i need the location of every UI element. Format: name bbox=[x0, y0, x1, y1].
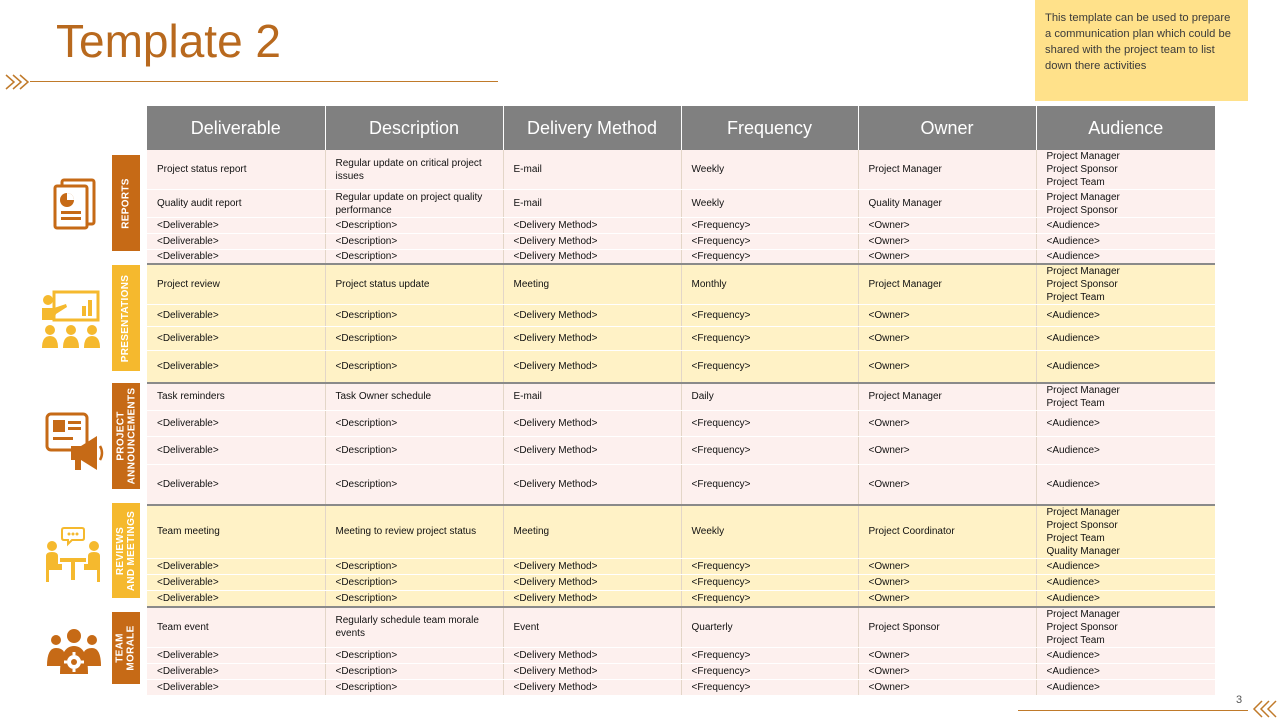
table-cell: <Owner> bbox=[858, 559, 1036, 575]
table-cell: Quality Manager bbox=[858, 190, 1036, 218]
table-cell: <Frequency> bbox=[681, 305, 858, 327]
table-cell: <Description> bbox=[325, 250, 503, 265]
table-cell: <Owner> bbox=[858, 647, 1036, 663]
table-cell: <Frequency> bbox=[681, 250, 858, 265]
table-cell: Project Coordinator bbox=[858, 505, 1036, 559]
table-cell: <Delivery Method> bbox=[503, 327, 681, 351]
table-cell: <Audience> bbox=[1036, 575, 1215, 591]
table-cell: <Audience> bbox=[1036, 234, 1215, 250]
table-cell: <Deliverable> bbox=[147, 679, 325, 695]
category-tab-team-morale bbox=[112, 612, 140, 684]
table-cell: <Description> bbox=[325, 575, 503, 591]
table-cell: <Audience> bbox=[1036, 305, 1215, 327]
table-cell: <Audience> bbox=[1036, 591, 1215, 607]
category-label: REPORTS bbox=[120, 177, 132, 229]
table-row bbox=[147, 411, 1215, 437]
table-cell: <Description> bbox=[325, 647, 503, 663]
table-cell: <Description> bbox=[325, 591, 503, 607]
table-cell: Weekly bbox=[681, 505, 858, 559]
table-row bbox=[147, 559, 1215, 575]
table-cell: <Frequency> bbox=[681, 575, 858, 591]
table-cell: <Frequency> bbox=[681, 411, 858, 437]
table-cell: <Deliverable> bbox=[147, 234, 325, 250]
table-row bbox=[147, 575, 1215, 591]
table-cell: <Audience> bbox=[1036, 218, 1215, 234]
table-cell: Project review bbox=[147, 264, 325, 305]
table-cell: <Frequency> bbox=[681, 327, 858, 351]
table-cell: Project Manager bbox=[858, 383, 1036, 411]
table-cell: <Delivery Method> bbox=[503, 351, 681, 383]
table-cell: <Description> bbox=[325, 437, 503, 465]
table-cell: <Owner> bbox=[858, 234, 1036, 250]
table-cell: <Audience> bbox=[1036, 663, 1215, 679]
table-cell: <Description> bbox=[325, 305, 503, 327]
table-cell: <Delivery Method> bbox=[503, 575, 681, 591]
table-cell: Monthly bbox=[681, 264, 858, 305]
column-header: Delivery Method bbox=[503, 106, 681, 150]
table-cell: <Delivery Method> bbox=[503, 559, 681, 575]
table-cell: Project Manager Project Sponsor Project Team bbox=[1036, 264, 1215, 305]
table-cell: Regular update on critical project issues bbox=[325, 150, 503, 190]
table-cell: Project Sponsor bbox=[858, 607, 1036, 648]
table-cell: <Deliverable> bbox=[147, 411, 325, 437]
column-header: Frequency bbox=[681, 106, 858, 150]
table-cell: <Owner> bbox=[858, 250, 1036, 265]
table-cell: <Owner> bbox=[858, 591, 1036, 607]
table-cell: Daily bbox=[681, 383, 858, 411]
table-cell: <Deliverable> bbox=[147, 305, 325, 327]
table-row bbox=[147, 663, 1215, 679]
table-row bbox=[147, 351, 1215, 383]
table-cell: <Audience> bbox=[1036, 437, 1215, 465]
column-header: Description bbox=[325, 106, 503, 150]
table-cell: <Description> bbox=[325, 679, 503, 695]
table-row bbox=[147, 250, 1215, 265]
table-row bbox=[147, 505, 1215, 559]
table-row bbox=[147, 465, 1215, 505]
table-cell: Quality audit report bbox=[147, 190, 325, 218]
table-cell: <Frequency> bbox=[681, 234, 858, 250]
column-header: Owner bbox=[858, 106, 1036, 150]
table-cell: <Owner> bbox=[858, 351, 1036, 383]
presentation-icon bbox=[40, 290, 102, 350]
communication-plan-table bbox=[147, 106, 1215, 696]
table-cell: Project Manager Project Sponsor Project Team bbox=[1036, 150, 1215, 190]
table-cell: <Frequency> bbox=[681, 218, 858, 234]
table-cell: <Description> bbox=[325, 351, 503, 383]
table-cell: <Owner> bbox=[858, 327, 1036, 351]
table-cell: <Description> bbox=[325, 559, 503, 575]
table-row bbox=[147, 437, 1215, 465]
table-row bbox=[147, 383, 1215, 411]
page-number: 3 bbox=[1236, 694, 1243, 706]
category-label: PROJECT ANNOUNCEMENTS bbox=[115, 387, 137, 485]
table-cell: <Frequency> bbox=[681, 647, 858, 663]
table-row bbox=[147, 679, 1215, 695]
table-cell: Project Manager Project Sponsor Project Team Quality Manager bbox=[1036, 505, 1215, 559]
table-cell: <Audience> bbox=[1036, 465, 1215, 505]
table-cell: <Delivery Method> bbox=[503, 465, 681, 505]
table-cell: <Deliverable> bbox=[147, 575, 325, 591]
table-cell: <Owner> bbox=[858, 663, 1036, 679]
category-tab-reports bbox=[112, 155, 140, 251]
table-cell: Project Manager Project Team bbox=[1036, 383, 1215, 411]
table-cell: <Deliverable> bbox=[147, 647, 325, 663]
table-cell: <Owner> bbox=[858, 305, 1036, 327]
template-note: This template can be used to prepare a communication plan which could be shared with the project team to list down there activities bbox=[1035, 0, 1248, 101]
category-tab-presentations bbox=[112, 265, 140, 371]
table-cell: Project status report bbox=[147, 150, 325, 190]
table-cell: <Audience> bbox=[1036, 411, 1215, 437]
table-cell: <Deliverable> bbox=[147, 218, 325, 234]
table-cell: <Frequency> bbox=[681, 465, 858, 505]
table-cell: <Delivery Method> bbox=[503, 305, 681, 327]
table-cell: <Description> bbox=[325, 234, 503, 250]
chevron-double-right-icon bbox=[4, 74, 32, 90]
table-cell: <Description> bbox=[325, 663, 503, 679]
table-row bbox=[147, 190, 1215, 218]
table-cell: <Delivery Method> bbox=[503, 437, 681, 465]
table-cell: E-mail bbox=[503, 383, 681, 411]
table-cell: Regularly schedule team morale events bbox=[325, 607, 503, 648]
table-cell: Project Manager Project Sponsor bbox=[1036, 190, 1215, 218]
category-label: TEAM MORALE bbox=[115, 625, 138, 671]
table-cell: <Description> bbox=[325, 411, 503, 437]
table-cell: Meeting bbox=[503, 264, 681, 305]
meeting-table-icon bbox=[42, 526, 104, 584]
team-gear-icon bbox=[46, 626, 102, 676]
table-cell: <Delivery Method> bbox=[503, 663, 681, 679]
table-cell: <Owner> bbox=[858, 575, 1036, 591]
report-document-icon bbox=[52, 178, 98, 230]
table-cell: <Audience> bbox=[1036, 351, 1215, 383]
table-row bbox=[147, 264, 1215, 305]
table-cell: <Owner> bbox=[858, 411, 1036, 437]
table-cell: Meeting to review project status bbox=[325, 505, 503, 559]
table-cell: <Deliverable> bbox=[147, 327, 325, 351]
table-cell: E-mail bbox=[503, 150, 681, 190]
table-cell: <Deliverable> bbox=[147, 663, 325, 679]
table-cell: <Deliverable> bbox=[147, 250, 325, 265]
table-cell: <Delivery Method> bbox=[503, 411, 681, 437]
table-row bbox=[147, 591, 1215, 607]
chevron-double-left-icon bbox=[1252, 700, 1278, 718]
table-cell: <Deliverable> bbox=[147, 559, 325, 575]
table-cell: <Description> bbox=[325, 327, 503, 351]
table-cell: <Delivery Method> bbox=[503, 218, 681, 234]
table-cell: <Delivery Method> bbox=[503, 250, 681, 265]
table-cell: <Deliverable> bbox=[147, 465, 325, 505]
table-cell: Project Manager bbox=[858, 150, 1036, 190]
table-cell: <Delivery Method> bbox=[503, 679, 681, 695]
table-cell: Project status update bbox=[325, 264, 503, 305]
table-cell: Regular update on project quality performance bbox=[325, 190, 503, 218]
table-row bbox=[147, 150, 1215, 190]
table-cell: <Owner> bbox=[858, 465, 1036, 505]
table-cell: Project Manager Project Sponsor Project Team bbox=[1036, 607, 1215, 648]
table-cell: <Frequency> bbox=[681, 663, 858, 679]
table-header-row bbox=[147, 106, 1215, 150]
column-header: Audience bbox=[1036, 106, 1215, 150]
table-row bbox=[147, 218, 1215, 234]
table-cell: Task Owner schedule bbox=[325, 383, 503, 411]
table-cell: <Audience> bbox=[1036, 559, 1215, 575]
category-label: PRESENTATIONS bbox=[120, 274, 132, 362]
table-cell: <Audience> bbox=[1036, 679, 1215, 695]
table-cell: Event bbox=[503, 607, 681, 648]
table-cell: Quarterly bbox=[681, 607, 858, 648]
table-cell: <Frequency> bbox=[681, 591, 858, 607]
table-cell: <Frequency> bbox=[681, 437, 858, 465]
table-cell: <Frequency> bbox=[681, 351, 858, 383]
table-row bbox=[147, 305, 1215, 327]
table-row bbox=[147, 327, 1215, 351]
table-cell: Task reminders bbox=[147, 383, 325, 411]
table-cell: Team meeting bbox=[147, 505, 325, 559]
table-cell: <Delivery Method> bbox=[503, 234, 681, 250]
table-cell: <Delivery Method> bbox=[503, 591, 681, 607]
table-cell: <Deliverable> bbox=[147, 591, 325, 607]
table-cell: Weekly bbox=[681, 150, 858, 190]
table-cell: <Deliverable> bbox=[147, 351, 325, 383]
table-cell: <Owner> bbox=[858, 437, 1036, 465]
table-cell: <Frequency> bbox=[681, 559, 858, 575]
category-tab-project-announcements bbox=[112, 383, 140, 489]
table-cell: <Owner> bbox=[858, 679, 1036, 695]
table-cell: <Deliverable> bbox=[147, 437, 325, 465]
table-row bbox=[147, 647, 1215, 663]
title-underline bbox=[30, 81, 498, 82]
table-cell: <Audience> bbox=[1036, 250, 1215, 265]
category-label: REVIEWS AND MEETINGS bbox=[115, 510, 137, 591]
category-tab-reviews-and-meetings bbox=[112, 503, 140, 598]
table-row bbox=[147, 607, 1215, 648]
table-cell: Meeting bbox=[503, 505, 681, 559]
table-cell: Weekly bbox=[681, 190, 858, 218]
table-cell: <Audience> bbox=[1036, 647, 1215, 663]
slide-title: Template 2 bbox=[56, 15, 282, 67]
table-cell: <Audience> bbox=[1036, 327, 1215, 351]
table-cell: <Frequency> bbox=[681, 679, 858, 695]
table-cell: E-mail bbox=[503, 190, 681, 218]
table-cell: <Description> bbox=[325, 465, 503, 505]
table-cell: <Owner> bbox=[858, 218, 1036, 234]
table-row bbox=[147, 234, 1215, 250]
column-header: Deliverable bbox=[147, 106, 325, 150]
table-cell: Project Manager bbox=[858, 264, 1036, 305]
announcement-megaphone-icon bbox=[45, 412, 105, 472]
table-cell: <Delivery Method> bbox=[503, 647, 681, 663]
footer-line bbox=[1018, 710, 1248, 711]
table-cell: Team event bbox=[147, 607, 325, 648]
table-cell: <Description> bbox=[325, 218, 503, 234]
